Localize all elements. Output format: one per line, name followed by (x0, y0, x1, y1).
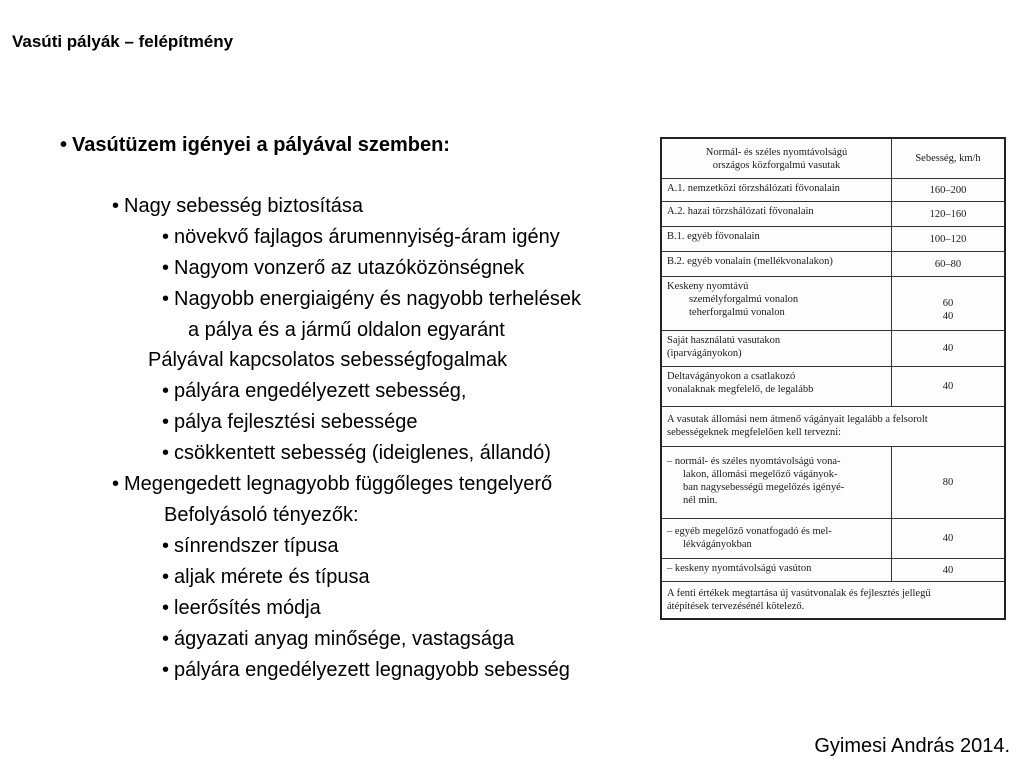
bullet-subitem: • sínrendszer típusa (162, 535, 339, 557)
table-row: A fenti értékek megtartása új vasútvonalak és fejlesztés jellegű átépítések tervezésénél kötelező. (667, 588, 931, 612)
bullet-subitem: • pályára engedélyezett legnagyobb sebesség (162, 659, 570, 681)
speed-table (660, 137, 1006, 620)
table-row: – normál- és széles nyomtávolságú vona- lakon, állomási megelőző vágányok- ban nagysebességű megelőzés igényé- nél min. 80 (662, 447, 1004, 519)
table-row: Saját használatú vasutakon (iparvágányokon) 40 (662, 331, 1004, 367)
table-header: Normál- és széles nyomtávolságú országos közforgalmú vasutak Sebesség, km/h (662, 139, 1004, 179)
table-row: A.2. hazai törzshálózati fővonalain 120–160 (662, 202, 1004, 227)
bullet-subitem: • Nagyom vonzerő az utazóközönségnek (162, 257, 525, 279)
bullet-subitem: • növekvő fajlagos árumennyiség-áram igény (162, 226, 560, 248)
bullet-heading: • Vasútüzem igényei a pályával szemben: (60, 134, 450, 156)
bullet-subitem: • Nagyobb energiaigény és nagyobb terhelések (162, 288, 581, 310)
table-row: – keskeny nyomtávolságú vasúton 40 (662, 559, 1004, 582)
slide-title: Vasúti pályák – felépítmény (12, 32, 234, 51)
bullet-item: • Nagy sebesség biztosítása (112, 195, 364, 217)
bullet-subitem: • pályára engedélyezett sebesség, (162, 380, 467, 402)
table-row: – egyéb megelőző vonatfogadó és mel- lékvágányokban 40 (662, 519, 1004, 559)
bullet-subitem: • ágyazati anyag minősége, vastagsága (162, 628, 515, 650)
table-row: Keskeny nyomtávú személyforgalmú vonalon teherforgalmú vonalon 60 40 (662, 277, 1004, 331)
table-row: Deltavágányokon a csatlakozó vonalaknak megfelelő, de legalább 40 (662, 367, 1004, 407)
bullet-subheading: Befolyásoló tényezők: (164, 504, 359, 526)
author-credit: Gyimesi András 2014. (814, 735, 1010, 757)
table-row: A vasutak állomási nem átmenő vágányait legalább a felsorolt sebességeknek megfelelően kell tervezni: (662, 407, 1004, 447)
table-row: A.1. nemzetközi törzshálózati fővonalain 160–200 (662, 179, 1004, 202)
table-row: B.2. egyéb vonalain (mellékvonalakon) 60–80 (662, 252, 1004, 277)
bullet-subitem: • leerősítés módja (162, 597, 321, 619)
bullet-subitem: • aljak mérete és típusa (162, 566, 370, 588)
bullet-subheading: Pályával kapcsolatos sebességfogalmak (148, 349, 508, 371)
bullet-subitem: • csökkentett sebesség (ideiglenes, állandó) (162, 442, 551, 464)
table-row: B.1. egyéb fővonalain 100–120 (662, 227, 1004, 252)
bullet-item: • Megengedett legnagyobb függőleges tengelyerő (112, 473, 553, 495)
bullet-subitem: • pálya fejlesztési sebessége (162, 411, 418, 433)
bullet-continuation: a pálya és a jármű oldalon egyaránt (188, 319, 505, 341)
